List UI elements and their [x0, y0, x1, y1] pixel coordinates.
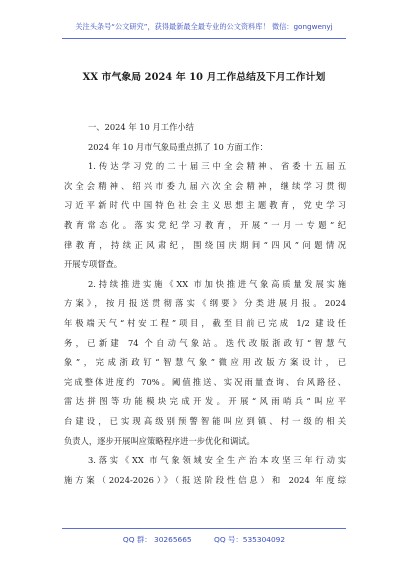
- paragraph-line: 习近平新时代中国特色社会主义思想主题教育，党史学习: [64, 200, 346, 211]
- paragraph-line: 施方案（2024-2026）》（报送阶段性信息）和 2024 年度综: [64, 474, 346, 485]
- paragraph-line: 1.传达学习党的二十届三中全会精神、省委十五届五: [88, 161, 346, 172]
- footer-divider: [62, 528, 346, 529]
- qq-number: QQ 号：535304092: [214, 535, 286, 544]
- paragraph-line: 开展专项督查。: [64, 259, 123, 270]
- paragraph-line: 雷达拼图等功能模块完成开发。开展“风雨哨兵”叫应平: [64, 396, 346, 407]
- qq-group: QQ 群： 30265665: [122, 535, 192, 544]
- paragraph-line: 台建设，已实现高级别预警智能叫应到镇、村一级的相关: [64, 415, 346, 426]
- document-title: XX 市气象局 2024 年 10 月工作总结及下月工作计划: [82, 72, 326, 83]
- document-body: [64, 118, 346, 490]
- paragraph-line: 年极端天气“村安工程”项目，截至目前已完成 1/2 建设任: [64, 317, 346, 328]
- paragraph-line: 3.落实《XX 市气象领域安全生产治本攻坚三年行动实: [88, 455, 346, 466]
- paragraph-line: 象”，完成浙政钉“智慧气象”微应用改版方案设计，已: [64, 357, 346, 368]
- header-divider: [62, 38, 346, 39]
- paragraph-line: 负责人，逐步开展叫应策略程序进一步优化和调试。: [64, 435, 255, 446]
- paragraph-line: 完成整体进度约 70%。阈值推送、实况雨量查询、台风路径、: [64, 376, 346, 387]
- paragraph-line: 律教育，持续正风肃纪，围绕国庆期间“四风”问题情况: [64, 239, 346, 250]
- footer-contact: [0, 534, 408, 545]
- paragraph-line: 次全会精神、绍兴市委九届六次全会精神，继续学习贯彻: [64, 180, 346, 191]
- paragraph-line: 2.持续推进实施《XX 市加快推进气象高质量发展实施: [88, 278, 346, 289]
- paragraph-line: 方案》，按月报送贯彻落实《纲要》分类进展月报。2024: [64, 298, 346, 309]
- header-banner: 关注头条号“公文研究”，获得最新最全最专业的公文资料库！ 微信：gongwenyj: [75, 22, 333, 31]
- paragraph-line: 2024 年 10 月市气象局重点抓了 10 方面工作：: [88, 141, 268, 152]
- section-heading: 一、2024 年 10 月工作小结: [88, 122, 194, 132]
- paragraph-line: 务，已新建 74 个自动气象站。迭代改版浙政钉“智慧气: [64, 337, 346, 348]
- paragraph-line: 教育常态化。落实党纪学习教育，开展“一月一专题”纪: [64, 219, 346, 230]
